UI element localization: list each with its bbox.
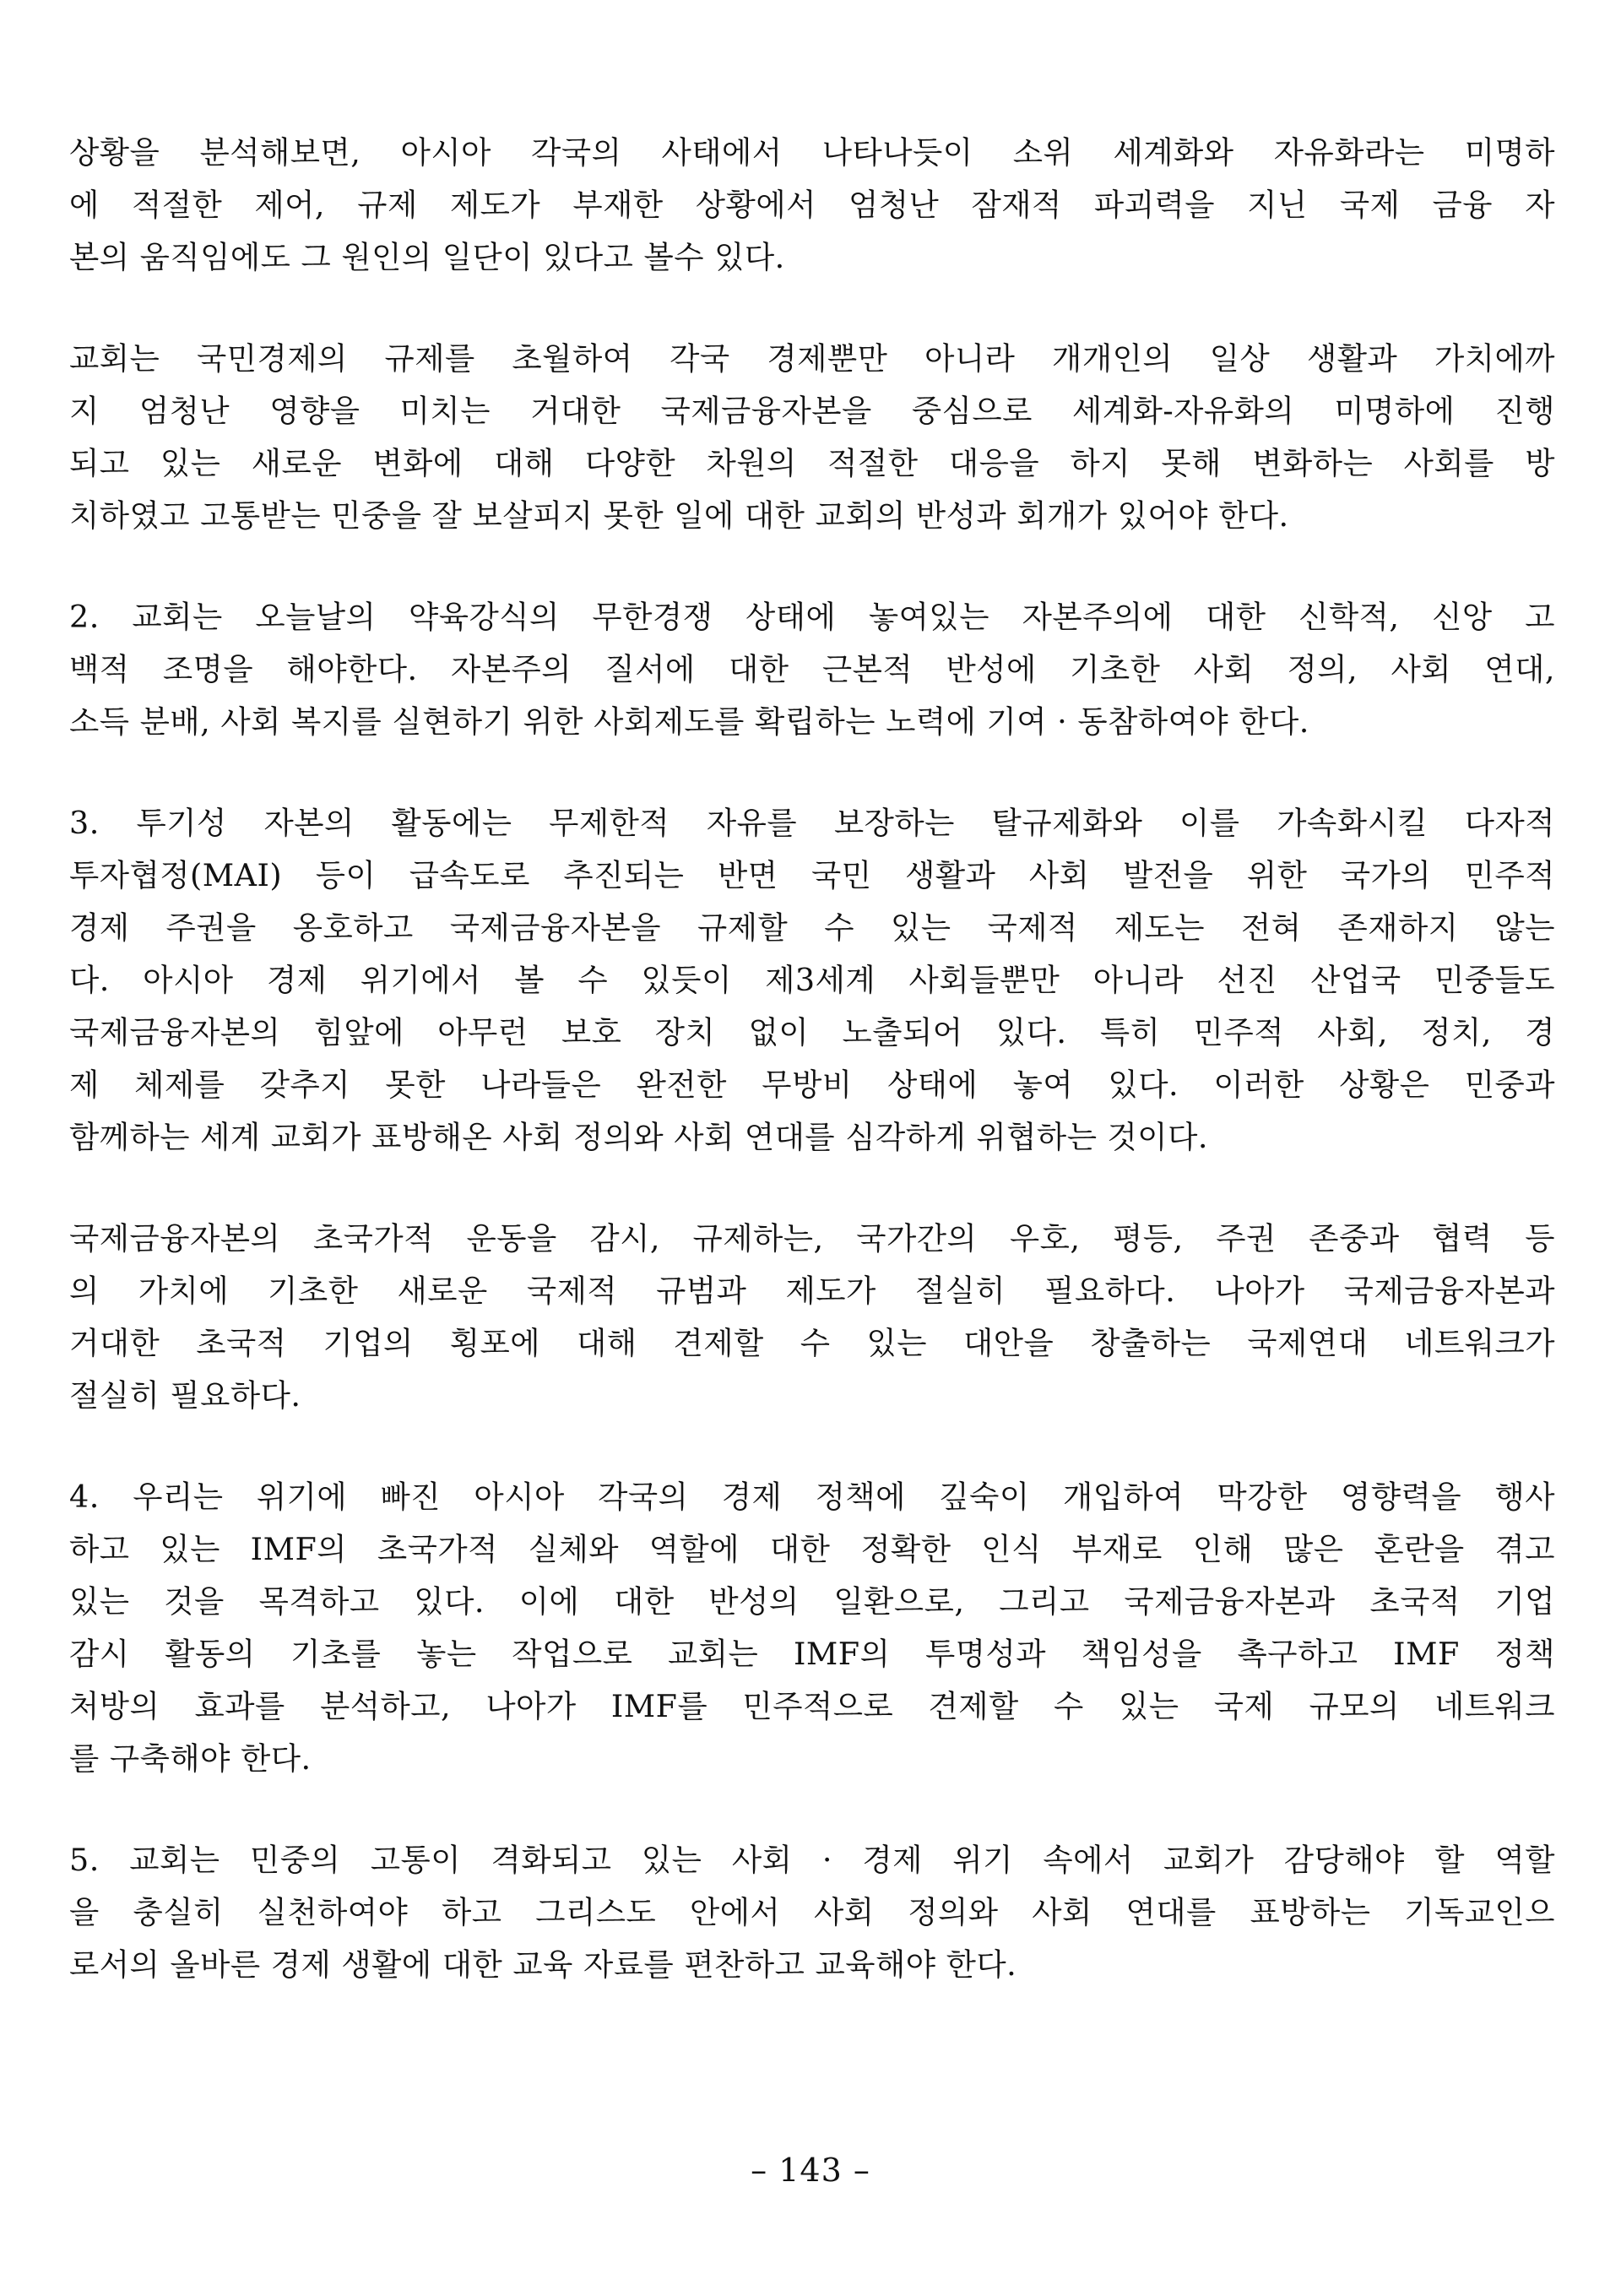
text-line: 제 체제를 갖추지 못한 나라들은 완전한 무방비 상태에 놓여 있다. 이러한 상황은 민중과 <box>69 1067 1555 1103</box>
text-line: 의 가치에 기초한 새로운 국제적 규범과 제도가 절실히 필요하다. 나아가 국제금융자본과 <box>69 1273 1555 1309</box>
text-line: 투자협정(MAI) 등이 급속도로 추진되는 반면 국민 생활과 사회 발전을 위한 국가의 민주적 <box>69 857 1555 893</box>
text-line: 거대한 초국적 기업의 횡포에 대해 견제할 수 있는 대안을 창출하는 국제연대 네트워크가 <box>69 1325 1555 1361</box>
text-line: 경제 주권을 옹호하고 국제금융자본을 규제할 수 있는 국제적 제도는 전혀 존재하지 않는 <box>69 909 1555 946</box>
text-line: 감시 활동의 기초를 놓는 작업으로 교회는 IMF의 투명성과 책임성을 촉구하고 IMF 정책 <box>69 1636 1555 1672</box>
text-line: 절실히 필요하다. <box>69 1377 301 1414</box>
text-line: 백적 조명을 해야한다. 자본주의 질서에 대한 근본적 반성에 기초한 사회 정의, 사회 연대, <box>69 651 1555 687</box>
text-line: 소득 분배, 사회 복지를 실현하기 위한 사회제도를 확립하는 노력에 기여 · 동참하여야 한다. <box>69 703 1309 740</box>
text-line: 있는 것을 목격하고 있다. 이에 대한 반성의 일환으로, 그리고 국제금융자본과 초국적 기업 <box>69 1583 1555 1620</box>
text-line: 하고 있는 IMF의 초국가적 실체와 역할에 대한 정확한 인식 부재로 인해 많은 혼란을 겪고 <box>69 1531 1555 1567</box>
paragraph-church-repentance <box>69 333 1555 542</box>
text-line: 국제금융자본의 초국가적 운동을 감시, 규제하는, 국가간의 우호, 평등, 주권 존중과 협력 등 <box>69 1220 1555 1257</box>
text-line: 에 적절한 제어, 규제 제도가 부재한 상황에서 엄청난 잠재적 파괴력을 지닌 국제 금융 자 <box>69 187 1555 223</box>
paragraph-item-5 <box>69 1834 1555 1991</box>
text-line: 4. 우리는 위기에 빠진 아시아 각국의 경제 정책에 깊숙이 개입하여 막강한 영향력을 행사 <box>69 1479 1555 1515</box>
text-line: 국제금융자본의 힘앞에 아무런 보호 장치 없이 노출되어 있다. 특히 민주적 사회, 정치, 경 <box>69 1014 1555 1050</box>
text-line: 지 엄청난 영향을 미치는 거대한 국제금융자본을 중심으로 세계화-자유화의 미명하에 진행 <box>69 393 1555 429</box>
text-line: 을 충실히 실천하여야 하고 그리스도 안에서 사회 정의와 사회 연대를 표방하는 기독교인으 <box>69 1894 1555 1930</box>
text-line: 치하였고 고통받는 민중을 잘 보살피지 못한 일에 대한 교회의 반성과 회개가 있어야 한다. <box>69 497 1289 534</box>
text-line: 본의 움직임에도 그 원인의 일단이 있다고 볼수 있다. <box>69 239 785 275</box>
text-line: 상황을 분석해보면, 아시아 각국의 사태에서 나타나듯이 소위 세계화와 자유화라는 미명하 <box>69 134 1555 171</box>
text-line: 3. 투기성 자본의 활동에는 무제한적 자유를 보장하는 탈규제화와 이를 가속화시킬 다자적 <box>69 805 1555 841</box>
paragraph-item-2 <box>69 591 1555 748</box>
document-body <box>69 127 1555 2040</box>
text-line: 를 구축해야 한다. <box>69 1740 312 1777</box>
paragraph-intro-analysis <box>69 127 1555 284</box>
text-line: 다. 아시아 경제 위기에서 볼 수 있듯이 제3세계 사회들뿐만 아니라 선진 산업국 민중들도 <box>69 962 1555 998</box>
text-line: 로서의 올바른 경제 생활에 대한 교육 자료를 편찬하고 교육해야 한다. <box>69 1946 1017 1983</box>
text-line: 2. 교회는 오늘날의 약육강식의 무한경쟁 상태에 놓여있는 자본주의에 대한 신학적, 신앙 고 <box>69 599 1555 635</box>
paragraph-international-norms <box>69 1213 1555 1422</box>
text-line: 되고 있는 새로운 변화에 대해 다양한 차원의 적절한 대응을 하지 못해 변화하는 사회를 방 <box>69 445 1555 481</box>
paragraph-item-4 <box>69 1471 1555 1785</box>
text-line: 5. 교회는 민중의 고통이 격화되고 있는 사회 · 경제 위기 속에서 교회가 감당해야 할 역할 <box>69 1842 1555 1878</box>
text-line: 처방의 효과를 분석하고, 나아가 IMF를 민주적으로 견제할 수 있는 국제 규모의 네트워크 <box>69 1688 1555 1724</box>
text-line: 함께하는 세계 교회가 표방해온 사회 정의와 사회 연대를 심각하게 위협하는 것이다. <box>69 1119 1208 1155</box>
page-number: – 143 – <box>751 2152 870 2189</box>
paragraph-item-3 <box>69 797 1555 1164</box>
text-line: 교회는 국민경제의 규제를 초월하여 각국 경제뿐만 아니라 개개인의 일상 생활과 가치에까 <box>69 340 1555 377</box>
